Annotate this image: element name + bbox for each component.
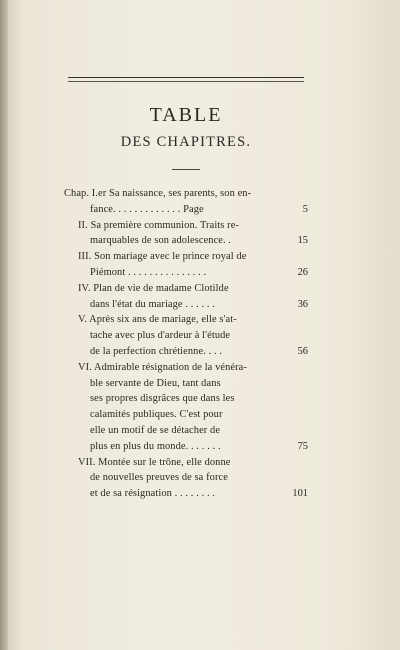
toc-line-text: IV. Plan de vie de madame Clotilde: [78, 282, 229, 294]
toc-line: [64, 249, 308, 265]
toc-line: [64, 297, 308, 313]
toc-line: [64, 265, 308, 281]
page-gutter-shadow: [0, 0, 8, 650]
toc-line: [64, 218, 308, 234]
toc-page-number: 26: [297, 266, 308, 278]
toc-line: [64, 360, 308, 376]
top-rule-thick: [68, 77, 304, 78]
toc-line: [64, 439, 308, 455]
toc-line: [64, 486, 308, 502]
toc-line: [64, 455, 308, 471]
toc-line: [64, 202, 308, 218]
top-rule-thin: [68, 81, 304, 82]
toc-line: [64, 470, 308, 486]
toc-page-number: 56: [297, 345, 308, 357]
toc-line: [64, 407, 308, 423]
toc-entry: [64, 312, 308, 359]
table-of-contents: [64, 186, 308, 502]
toc-entry: [64, 455, 308, 502]
toc-entry: [64, 281, 308, 313]
toc-line-text: plus en plus du monde. . . . . . .: [90, 440, 221, 452]
toc-page-number: 75: [297, 440, 308, 452]
toc-line-text: tache avec plus d'ardeur à l'étude: [90, 330, 231, 342]
title-divider: [172, 169, 200, 170]
toc-page-number: 101: [292, 488, 308, 500]
toc-entry: [64, 218, 308, 250]
toc-line-text: et de sa résignation . . . . . . . .: [90, 488, 216, 500]
toc-line: [64, 391, 308, 407]
toc-line-text: de nouvelles preuves de sa force: [90, 472, 228, 484]
toc-line: [64, 344, 308, 360]
toc-line-text: marquables de son adolescence. .: [90, 235, 232, 247]
page-title: TABLE: [149, 104, 223, 126]
toc-line-text: elle un motif de se détacher de: [90, 424, 221, 436]
toc-page-number: 5: [302, 203, 308, 215]
toc-line-text: II. Sa première communion. Traits re-: [78, 219, 239, 231]
toc-line-text: dans l'état du mariage . . . . . .: [90, 298, 216, 310]
toc-line-text: de la perfection chrétienne. . . .: [90, 345, 223, 357]
toc-line-text: calamités publiques. C'est pour: [90, 409, 223, 421]
toc-line: [64, 233, 308, 249]
toc-line-text: VII. Montée sur le trône, elle donne: [78, 456, 231, 468]
toc-page-number: 15: [297, 235, 308, 247]
toc-entry: [64, 186, 308, 218]
toc-line-text: fance. . . . . . . . . . . . . Page: [90, 203, 204, 215]
toc-line-text: Chap. I.er Sa naissance, ses parents, son en-: [64, 188, 252, 199]
toc-line: [64, 312, 308, 328]
toc-line: [64, 281, 308, 297]
toc-line: [64, 186, 308, 202]
toc-line: [64, 376, 308, 392]
toc-line: [64, 328, 308, 344]
toc-line-text: III. Son mariage avec le prince royal de: [78, 251, 247, 263]
toc-line-text: V. Après six ans de mariage, elle s'at-: [78, 314, 237, 326]
toc-line-text: Piémont . . . . . . . . . . . . . . .: [90, 266, 207, 278]
toc-line: [64, 423, 308, 439]
toc-page-number: 36: [297, 298, 308, 310]
toc-line-text: ble servante de Dieu, tant dans: [90, 377, 221, 389]
toc-line-text: ses propres disgrâces que dans les: [90, 393, 235, 405]
toc-entry: [64, 249, 308, 281]
toc-line-text: VI. Admirable résignation de la vénéra-: [78, 361, 247, 373]
toc-entry: [64, 360, 308, 455]
page-subtitle: DES CHAPITRES.: [120, 134, 252, 150]
